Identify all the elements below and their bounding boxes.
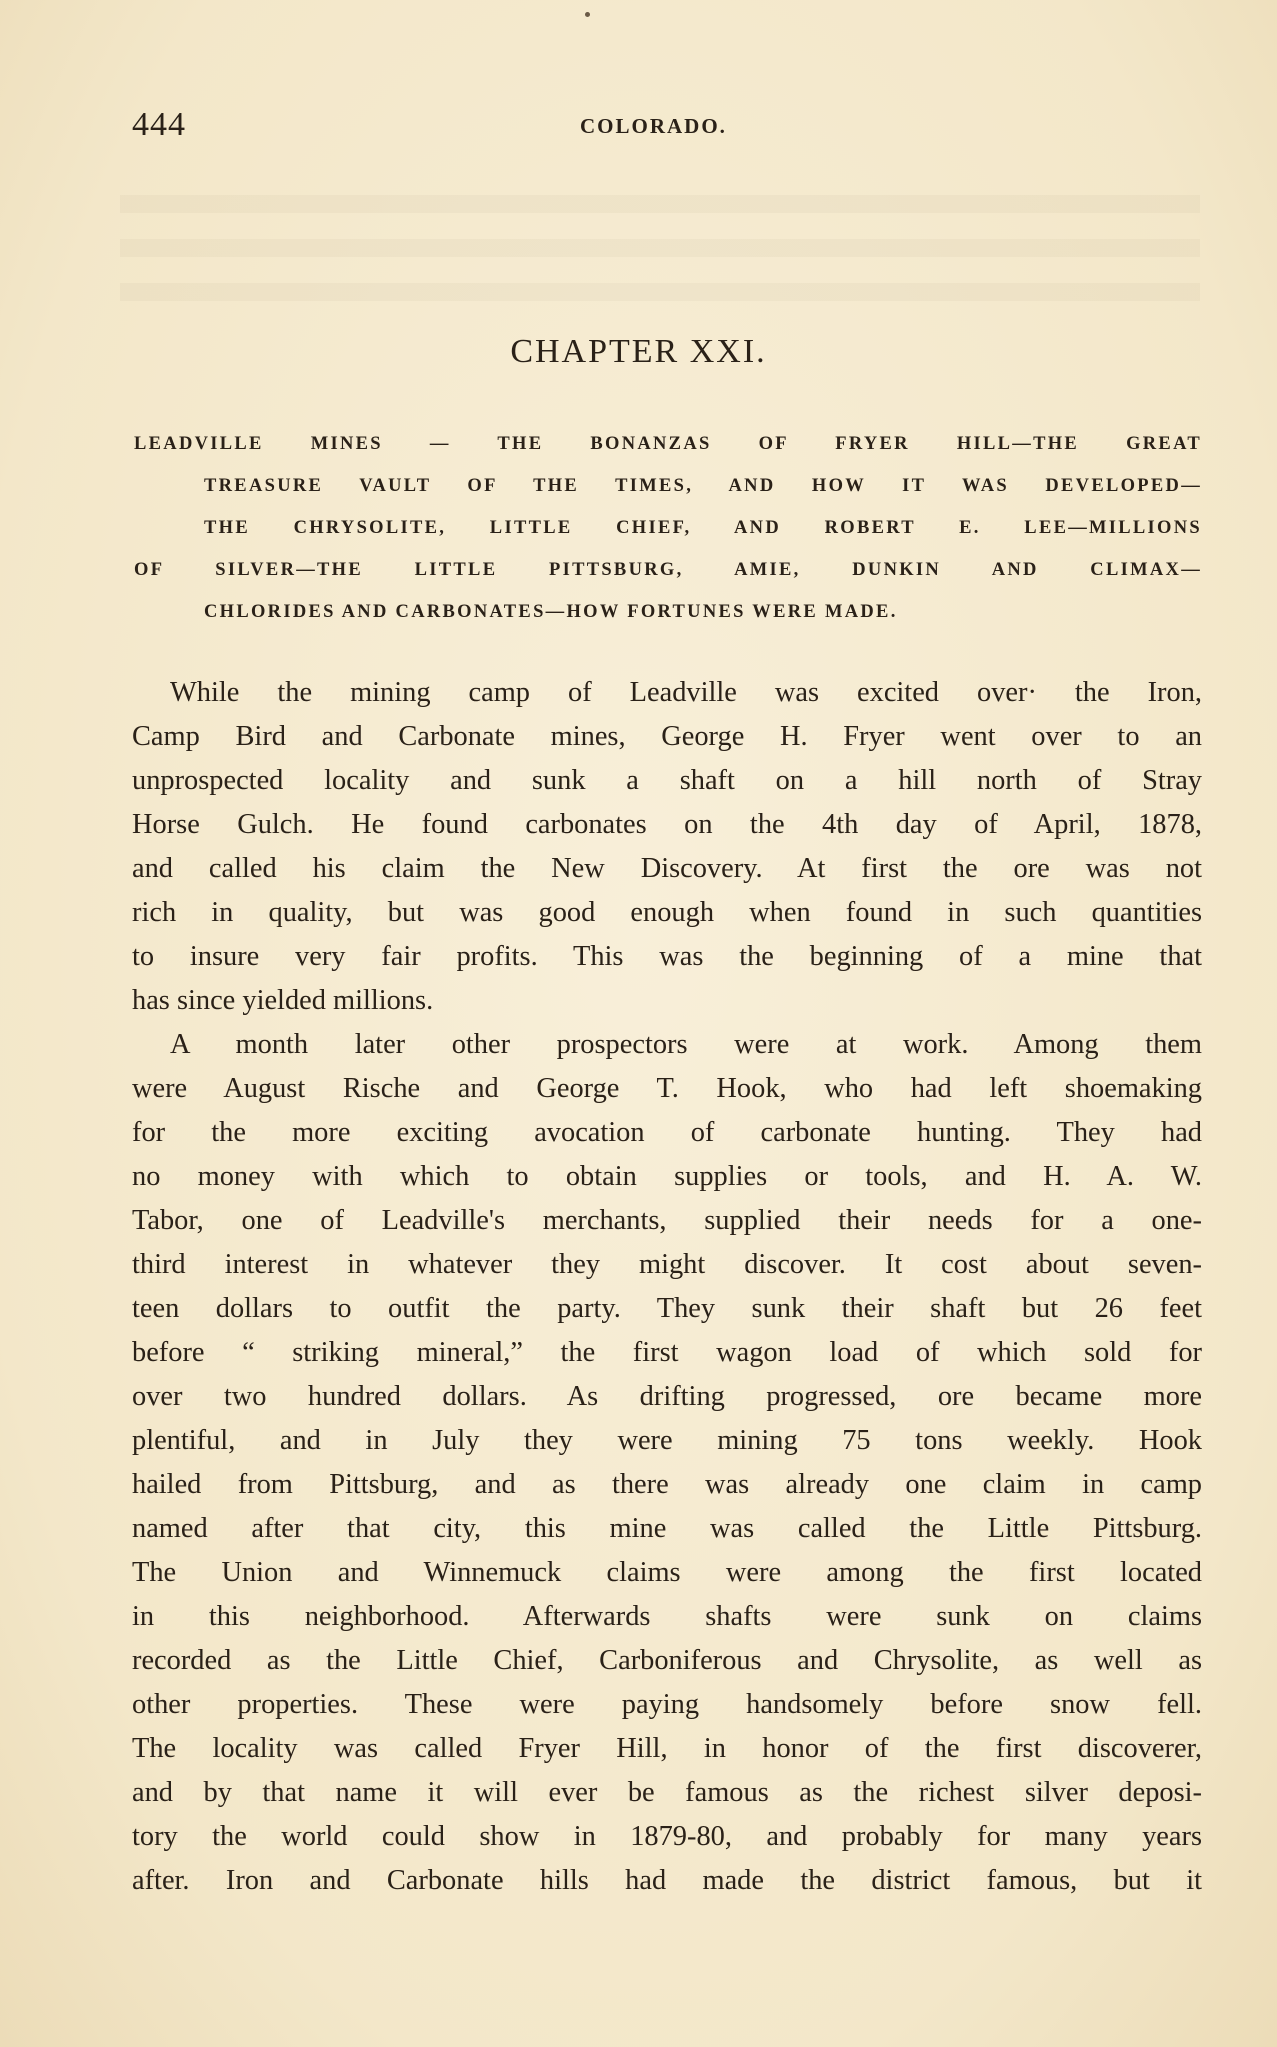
synopsis-line: TREASURE VAULT OF THE TIMES, AND HOW IT WAS DEVELOPED— [204,476,1202,496]
body-line: rich in quality, but was good enough when found in such quantities [132,897,1202,928]
body-line: hailed from Pittsburg, and as there was already one claim in camp [132,1469,1202,1500]
body-line: and by that name it will ever be famous as the richest silver deposi- [132,1777,1202,1808]
synopsis-line: LEADVILLE MINES — THE BONANZAS OF FRYER HILL—THE GREAT [134,434,1202,454]
body-text [132,671,1202,1903]
body-line: in this neighborhood. Afterwards shafts were sunk on claims [132,1601,1202,1632]
body-line: While the mining camp of Leadville was excited over· the Iron, [170,677,1202,708]
running-head: COLORADO. [580,114,727,138]
chapter-synopsis [134,430,1202,640]
page-header [132,106,1202,146]
body-line: after. Iron and Carbonate hills had made the district famous, but it [132,1865,1202,1896]
chapter-title: CHAPTER XXI. [510,333,767,370]
body-line: Tabor, one of Leadville's merchants, supplied their needs for a one- [132,1205,1202,1236]
body-line: for the more exciting avocation of carbonate hunting. They had [132,1117,1202,1148]
body-line: The locality was called Fryer Hill, in honor of the first discoverer, [132,1733,1202,1764]
body-line: no money with which to obtain supplies or tools, and H. A. W. [132,1161,1202,1192]
body-line: recorded as the Little Chief, Carboniferous and Chrysolite, as well as [132,1645,1202,1676]
body-line: The Union and Winnemuck claims were among the first located [132,1557,1202,1588]
body-line: and called his claim the New Discovery. At first the ore was not [132,853,1202,884]
body-line: named after that city, this mine was called the Little Pittsburg. [132,1513,1202,1544]
page-number: 444 [132,106,186,143]
show-through-text [120,195,1200,315]
body-line: before “ striking mineral,” the first wagon load of which sold for [132,1337,1202,1368]
body-line: third interest in whatever they might discover. It cost about seven- [132,1249,1202,1280]
synopsis-line: THE CHRYSOLITE, LITTLE CHIEF, AND ROBERT E. LEE—MILLIONS [204,518,1202,538]
body-line: over two hundred dollars. As drifting progressed, ore became more [132,1381,1202,1412]
body-line: tory the world could show in 1879-80, and probably for many years [132,1821,1202,1852]
paper-speck [585,12,590,17]
body-line: plentiful, and in July they were mining 75 tons weekly. Hook [132,1425,1202,1456]
body-line: to insure very fair profits. This was the beginning of a mine that [132,941,1202,972]
body-line: other properties. These were paying handsomely before snow fell. [132,1689,1202,1720]
synopsis-line: CHLORIDES AND CARBONATES—HOW FORTUNES WERE MADE. [204,602,898,622]
body-line: were August Rische and George T. Hook, who had left shoemaking [132,1073,1202,1104]
body-line: A month later other prospectors were at work. Among them [170,1029,1202,1060]
synopsis-line: OF SILVER—THE LITTLE PITTSBURG, AMIE, DUNKIN AND CLIMAX— [134,560,1202,580]
body-line: Camp Bird and Carbonate mines, George H. Fryer went over to an [132,721,1202,752]
body-line: unprospected locality and sunk a shaft on a hill north of Stray [132,765,1202,796]
body-line: has since yielded millions. [132,985,434,1016]
body-line: Horse Gulch. He found carbonates on the 4th day of April, 1878, [132,809,1202,840]
body-line: teen dollars to outfit the party. They sunk their shaft but 26 feet [132,1293,1202,1324]
